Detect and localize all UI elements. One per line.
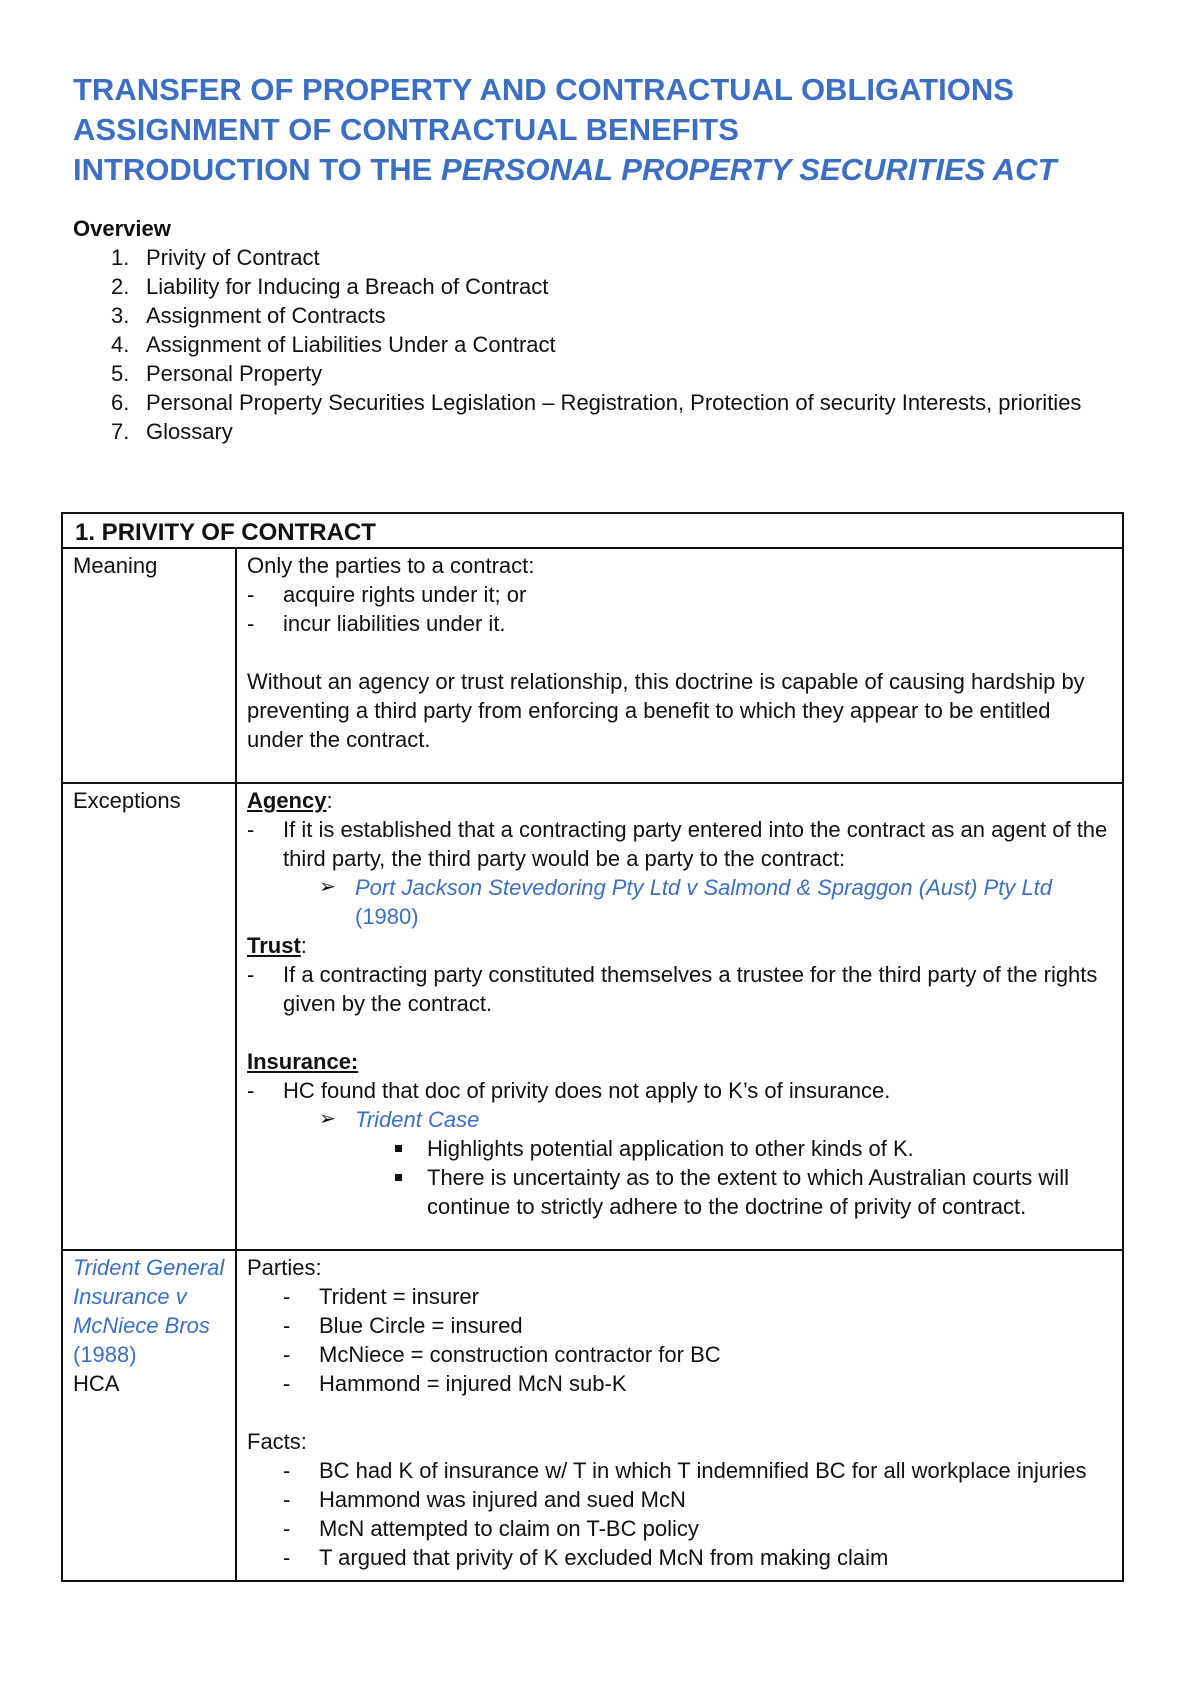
overview-heading: Overview	[73, 216, 171, 241]
meaning-bullet: - incur liabilities under it.	[247, 611, 506, 636]
agency-bullet: - If it is established that a contracting party entered into the contract as an agent of the third party, the third party would be a party to the contract:	[247, 817, 1108, 871]
insurance-case-link: Trident Case	[355, 1107, 480, 1132]
party-item: - McNiece = construction contractor for BC	[283, 1342, 721, 1367]
agency-heading-line: Agency:	[247, 788, 333, 813]
meaning-bullet: - acquire rights under it; or	[247, 582, 527, 607]
arrow-bullet-icon: ➢	[319, 1108, 336, 1130]
row-content-trident	[236, 1250, 1123, 1581]
fact-item: - Hammond was injured and sued McN	[283, 1487, 686, 1512]
row-content-exceptions	[236, 783, 1123, 1250]
agency-case-item: ➢ Port Jackson Stevedoring Pty Ltd v Salmond & Spraggon (Aust) Pty Ltd (1980)	[319, 875, 1053, 929]
parties-heading: Parties:	[247, 1255, 322, 1280]
title-line-3-prefix: INTRODUCTION TO THE	[73, 152, 441, 187]
row-label-trident: Trident General Insurance v McNiece Bros (1988) HCA	[62, 1250, 236, 1581]
insurance-sub-bullet: There is uncertainty as to the extent to which Australian courts will continue to strictly adhere to the doctrine of privity of contract.	[391, 1163, 1112, 1241]
overview-item: 5. Personal Property	[111, 361, 323, 386]
privity-table	[61, 512, 1124, 1582]
square-bullet-icon	[391, 1163, 427, 1221]
row-label-exceptions: Exceptions	[62, 783, 236, 1250]
trust-heading-line: Trust:	[247, 933, 307, 958]
facts-heading: Facts:	[247, 1429, 307, 1454]
insurance-case-item	[319, 1105, 1112, 1134]
arrow-bullet-icon: ➢	[319, 876, 336, 898]
overview-item: 6. Personal Property Securities Legislation – Registration, Protection of security Interests, priorities	[111, 390, 1082, 415]
table-header: 1. PRIVITY OF CONTRACT	[62, 513, 1123, 548]
overview-list	[73, 243, 1133, 446]
party-item: - Hammond = injured McN sub-K	[283, 1371, 627, 1396]
overview-item: 3. Assignment of Contracts	[111, 303, 386, 328]
party-item: - Trident = insurer	[283, 1284, 479, 1309]
overview-item: 1. Privity of Contract	[111, 245, 320, 270]
row-label-meaning: Meaning	[62, 548, 236, 783]
table-row-exceptions	[62, 783, 1123, 1250]
insurance-sub-bullet: Highlights potential application to other kinds of K.	[391, 1134, 1112, 1163]
title-line-3-italic: PERSONAL PROPERTY SECURITIES ACT	[440, 152, 1057, 187]
overview-item: 2. Liability for Inducing a Breach of Contract	[111, 274, 549, 299]
insurance-heading: Insurance:	[247, 1049, 359, 1074]
overview-item: 4. Assignment of Liabilities Under a Contract	[111, 332, 556, 357]
insurance-bullet: - HC found that doc of privity does not apply to K’s of insurance.	[247, 1078, 891, 1103]
fact-item: - BC had K of insurance w/ T in which T indemnified BC for all workplace injuries	[283, 1458, 1087, 1483]
row-content-meaning	[236, 548, 1123, 783]
title-line-2: ASSIGNMENT OF CONTRACTUAL BENEFITS	[73, 112, 739, 147]
trident-case-name: Trident General Insurance v McNiece Bros	[73, 1255, 225, 1338]
title-line-1: TRANSFER OF PROPERTY AND CONTRACTUAL OBLIGATIONS	[73, 72, 1014, 107]
meaning-intro: Only the parties to a contract:	[247, 553, 535, 578]
document-page	[73, 70, 1133, 446]
agency-heading: Agency	[247, 788, 327, 813]
trust-heading: Trust	[247, 933, 301, 958]
square-bullet-icon	[391, 1134, 427, 1163]
overview-item: 7. Glossary	[111, 419, 233, 444]
trust-bullet: - If a contracting party constituted themselves a trustee for the third party of the rights given by the contract.	[247, 962, 1098, 1016]
table-row-meaning	[62, 548, 1123, 783]
meaning-paragraph: Without an agency or trust relationship, this doctrine is capable of causing hardship by preventing a third party from enforcing a benefit to which they appear to be entitled under the contract.	[247, 669, 1085, 752]
trident-court: HCA	[73, 1371, 120, 1396]
fact-item: - T argued that privity of K excluded McN from making claim	[283, 1545, 889, 1570]
party-item: - Blue Circle = insured	[283, 1313, 523, 1338]
fact-item: - McN attempted to claim on T-BC policy	[283, 1516, 699, 1541]
title-line-3	[73, 150, 1133, 190]
agency-case-link: Port Jackson Stevedoring Pty Ltd v Salmond & Spraggon (Aust) Pty Ltd	[355, 875, 1053, 900]
table-row-trident	[62, 1250, 1123, 1581]
